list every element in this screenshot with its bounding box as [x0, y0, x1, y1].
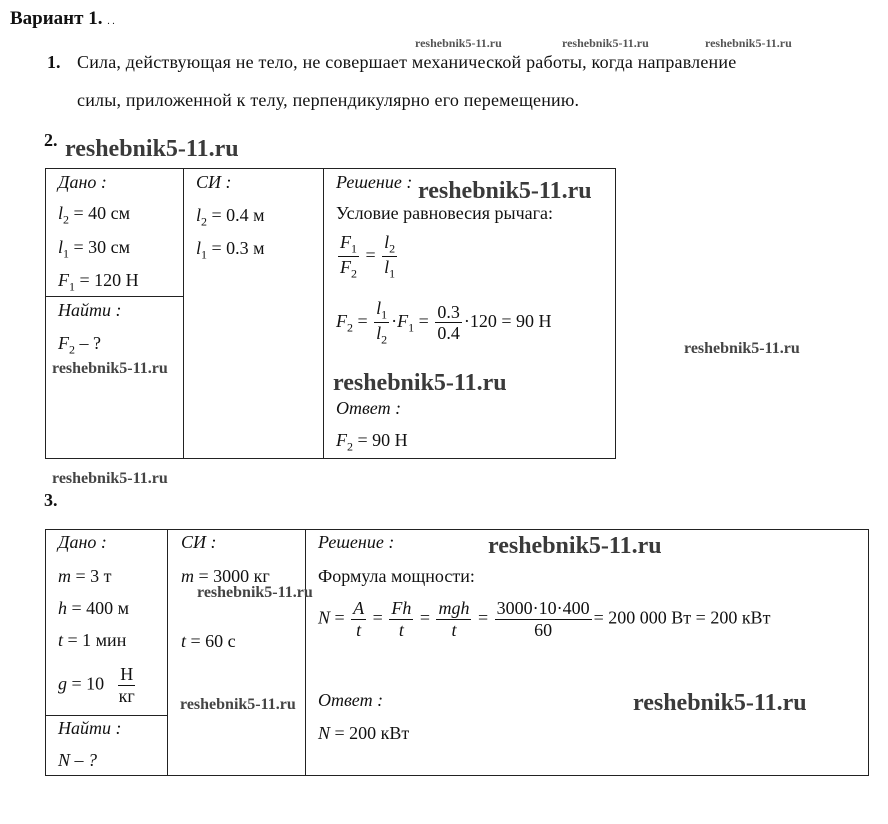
watermark: reshebnik5-11.ru — [705, 36, 792, 50]
task3-formula: N = $\frac{A}{t}$ = $\frac{Fh}{t}$ = $\frac{\text{mgh}}{t}$ = $\frac{3000\cdot 10\cdot 400}{60}$ = 200 000 Вт = 200 кВт — [318, 598, 771, 640]
task1-number: 1. — [47, 52, 61, 72]
task2-given-label: Дано : — [58, 172, 107, 192]
task3-given-g: g = 10 $\frac{Н}{кг}$ — [58, 664, 135, 706]
watermark: reshebnik5-11.ru — [488, 533, 662, 559]
task2-equilibrium-eq: $\frac{F_1}{F_2}$ = $\frac{l_2}{l_1}$ — [340, 232, 396, 281]
task2-condition: Условие равновесия рычага: — [336, 203, 554, 223]
watermark: reshebnik5-11.ru — [418, 178, 592, 204]
task2-calc: $F_2$ = $\frac{l_1}{l_2}$ $\cdot F_1$ = $\frac{0.3}{0.4}$ ·120 = 90 Н — [336, 298, 552, 347]
task3-given-h: h = 400 м — [58, 598, 130, 618]
task3-given-m: m = 3 т — [58, 566, 112, 586]
task3-si-t: t = 60 с — [181, 631, 236, 651]
task3-number: 3. — [44, 490, 58, 510]
task3-answer-label: Ответ : — [318, 690, 384, 710]
watermark: reshebnik5-11.ru — [415, 36, 502, 50]
watermark: reshebnik5-11.ru — [65, 136, 239, 162]
watermark: reshebnik5-11.ru — [52, 360, 168, 377]
task2-given-l2: $l_2 = 40$ см — [58, 203, 131, 227]
watermark: reshebnik5-11.ru — [562, 36, 649, 50]
task3-si-m: m = 3000 кг — [181, 566, 270, 586]
task3-find-label: Найти : — [58, 718, 122, 738]
watermark: reshebnik5-11.ru — [633, 690, 807, 716]
task2-find: $F_2$ – ? — [58, 333, 101, 357]
task2-answer-label: Ответ : — [336, 398, 402, 418]
task2-answer: $F_2 = 90$ Н — [336, 430, 408, 454]
task2-solution-label: Решение : — [336, 172, 413, 192]
task2-si-l1: $l_1 = 0.3$ м — [196, 238, 265, 262]
task3-solution-label: Решение : — [318, 532, 395, 552]
task2-si-l2: $l_2 = 0.4$ м — [196, 205, 265, 229]
task1-line2: силы, приложенной к телу, перпендикулярно его перемещению. — [77, 90, 580, 110]
task3-given-t: t = 1 мин — [58, 630, 127, 650]
task2-given-f1: $F_1 = 120$ Н — [58, 270, 139, 294]
task3-answer: N = 200 кВт — [318, 723, 410, 743]
task2-find-label: Найти : — [58, 300, 122, 320]
task2-number: 2. — [44, 130, 58, 150]
watermark: reshebnik5-11.ru — [197, 584, 313, 601]
watermark: reshebnik5-11.ru — [684, 340, 800, 357]
watermark: reshebnik5-11.ru — [52, 470, 168, 487]
page-title: Вариант 1. . . — [10, 8, 115, 29]
task3-si-label: СИ : — [181, 532, 217, 552]
watermark: reshebnik5-11.ru — [180, 696, 296, 713]
task1-line1: Сила, действующая не тело, не совершает механической работы, когда направление — [77, 52, 737, 72]
watermark: reshebnik5-11.ru — [333, 370, 507, 396]
task2-given-l1: $l_1 = 30$ см — [58, 237, 131, 261]
task2-si-label: СИ : — [196, 172, 232, 192]
task3-given-label: Дано : — [58, 532, 107, 552]
task3-find: N – ? — [58, 750, 98, 770]
task3-formula-title: Формула мощности: — [318, 566, 475, 586]
